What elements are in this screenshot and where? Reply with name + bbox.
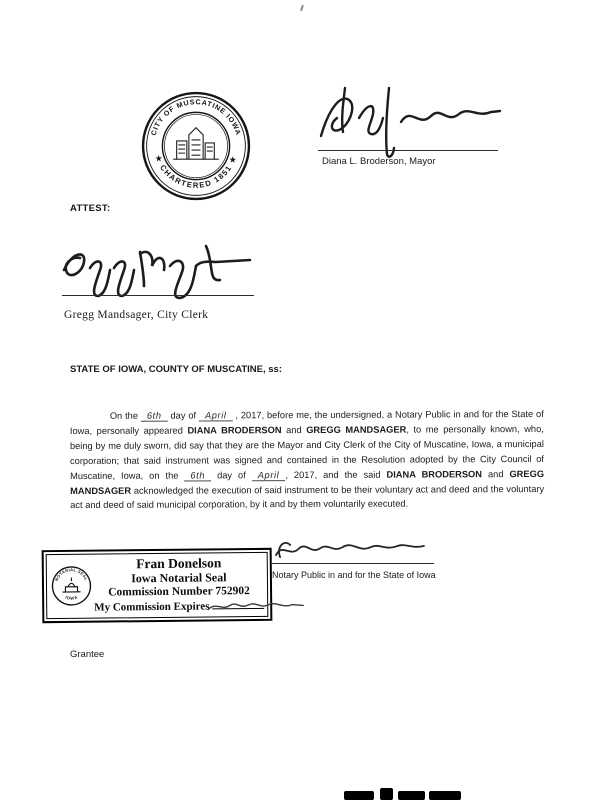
seal-top-text: CITY OF MUSCATINE IOWA [149,98,243,137]
notary-stamp-inner-border [46,552,269,619]
notarial-seal-emblem [49,557,95,615]
mayor-name-bold: DIANA BRODERSON [187,425,282,436]
notary-signature [272,534,434,564]
scan-artifact [398,791,425,800]
handwritten-month: April [199,410,233,421]
scan-artifact [344,791,374,800]
paragraph-segment: day of [167,410,199,421]
notary-printed-name: Fran Donelson [136,555,222,572]
scan-speck [300,5,304,11]
scan-artifact [429,791,461,800]
city-of-muscatine-seal [140,90,252,202]
paragraph-segment: and [481,468,510,479]
attest-label: ATTEST: [70,203,111,214]
stamp-title: Iowa Notarial Seal [131,570,227,586]
clerk-name-bold: GREGG MANDSAGER [306,424,407,435]
paragraph-segment: and [281,424,307,436]
notary-signature-line [272,563,434,564]
handwritten-day: 6th [184,470,211,481]
expiration-date-handwriting [206,596,306,613]
paragraph-segment: acknowledged the execution of said instrument to be their voluntary act and deed and the voluntary act and deed of said municipal corporation, by it and by them voluntarily executed. [70,483,545,511]
svg-text:IOWA [64,594,78,601]
notary-title-label: Notary Public in and for the State of Iowa [272,570,436,580]
paragraph-segment: , to me personally known, who, being by me duly sworn, did say that they are the Mayor and City Clerk of the City of Muscatine, Iowa, a municipal corporation; that said instrument was signed and contained in the Resolution adopted by the City Council of Muscatine, Iowa, on the [69,423,545,481]
scan-artifact [380,788,393,800]
handwritten-month: April [252,470,286,481]
paragraph-segment: , 2017, before me, the undersigned, a Notary Public in and for the State of Iowa, personally appeared [69,408,544,436]
notary-paragraph [70,407,544,513]
grantee-label: Grantee [70,649,105,660]
commission-expires-label: My Commission Expires [94,600,210,614]
mayor-name-bold: DIANA BRODERSON [386,468,483,480]
mayor-signature-line [318,150,498,151]
paragraph-segment: On the [109,410,141,421]
clerk-signature-line [62,295,254,296]
notary-stamp [42,548,273,623]
emblem-bottom-text: IOWA [64,594,79,601]
clerk-name-label: Gregg Mandsager, City Clerk [64,309,209,321]
paragraph-segment: day of [211,469,252,481]
city-buildings-illustration [174,128,219,160]
venue-line: STATE OF IOWA, COUNTY OF MUSCATINE, ss: [70,364,282,375]
capitol-dome-icon [63,578,80,592]
clerk-name-bold: GREGG MANDSAGER [70,468,545,496]
mayor-name-label: Diana L. Broderson, Mayor [322,156,436,167]
seal-bottom-text: ★ CHARTERED 1851 ★ [153,153,239,190]
emblem-top-text: NOTARIAL SEAL [53,567,90,582]
handwritten-day: 6th [141,411,168,422]
commission-number: Commission Number 752902 [108,585,250,599]
paragraph-segment: , 2017, and the said [285,469,387,480]
clerk-signature [56,240,258,302]
